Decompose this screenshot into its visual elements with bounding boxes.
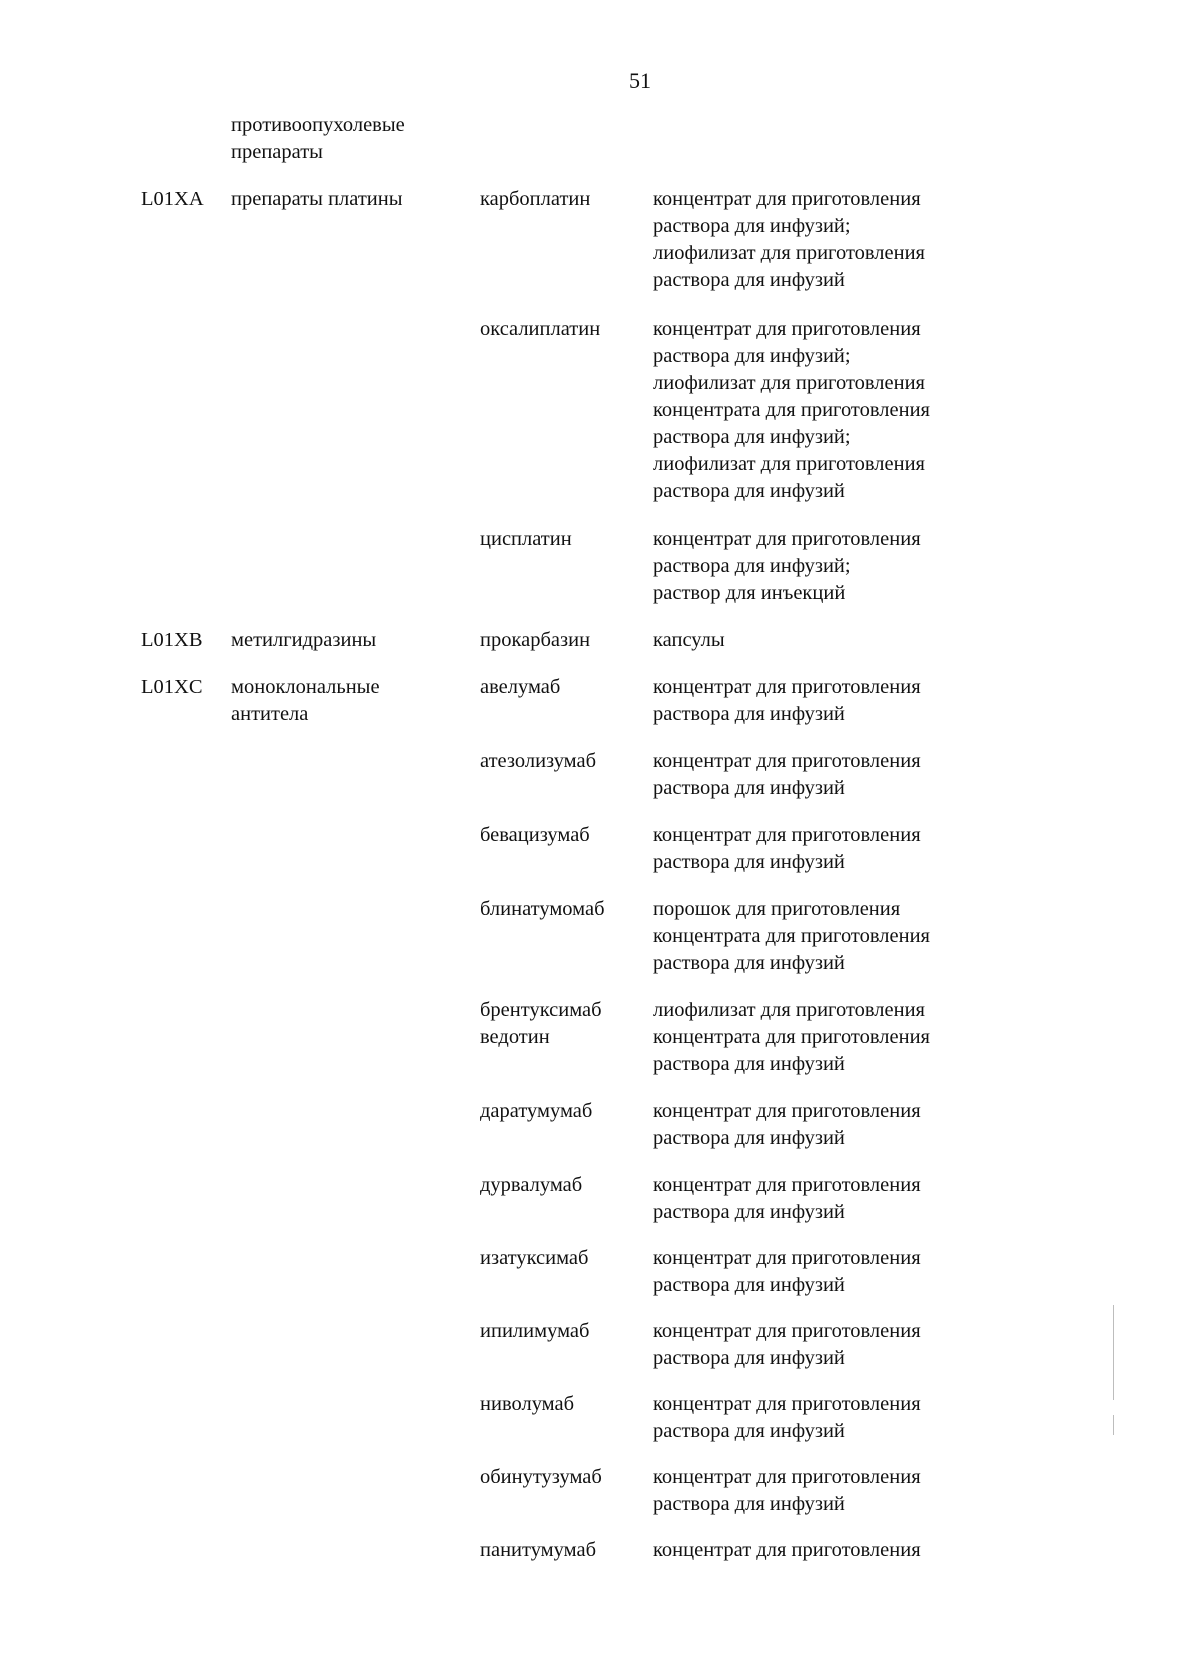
dosage-form: концентрат для приготовления раствора для инфузий [653,1320,921,1369]
dosage-form: концентрат для приготовления [653,1539,921,1561]
dosage-form: лиофилизат для приготовления концентрата для приготовления раствора для инфузий [653,999,930,1075]
dosage-form: концентрат для приготовления раствора для инфузий [653,824,921,873]
drug-name: бевацизумаб [480,824,590,846]
dosage-form: порошок для приготовления концентрата для приготовления раствора для инфузий [653,898,930,974]
dosage-form: концентрат для приготовления раствора для инфузий [653,1247,921,1296]
drug-name: обинутузумаб [480,1466,602,1488]
drug-name: брентуксимаб ведотин [480,999,602,1048]
drug-name: оксалиплатин [480,318,601,340]
dosage-form: концентрат для приготовления раствора для инфузий [653,1466,921,1515]
drug-name: карбоплатин [480,188,591,210]
dosage-form: концентрат для приготовления раствора для инфузий [653,750,921,799]
page-number: 51 [629,68,651,93]
drug-name: панитумумаб [480,1539,596,1561]
scan-artifact [1113,1305,1114,1400]
drug-name: ипилимумаб [480,1320,590,1342]
dosage-form: концентрат для приготовления раствора для инфузий; лиофилизат для приготовления раствора для инфузий [653,188,925,291]
dosage-form: концентрат для приготовления раствора для инфузий [653,676,921,725]
scan-artifact [1113,1415,1114,1435]
drug-name: атезолизумаб [480,750,597,772]
header-group-label: противоопухолевые препараты [231,114,405,163]
dosage-form: концентрат для приготовления раствора для инфузий [653,1174,921,1223]
atc-code: L01XC [141,676,203,698]
dosage-form: концентрат для приготовления раствора для инфузий; раствор для инъекций [653,528,921,604]
pharmacological-group: метилгидразины [231,629,377,651]
drug-name: ниволумаб [480,1393,575,1415]
drug-name: цисплатин [480,528,572,550]
dosage-form: капсулы [653,629,725,651]
dosage-form: концентрат для приготовления раствора для инфузий; лиофилизат для приготовления концентрата для приготовления раствора для инфузий; лиофилизат для приготовления раствора для инфузий [653,318,930,502]
drug-name: блинатумомаб [480,898,605,920]
drug-name: изатуксимаб [480,1247,589,1269]
drug-name: дурвалумаб [480,1174,583,1196]
dosage-form: концентрат для приготовления раствора для инфузий [653,1393,921,1442]
drug-name: прокарбазин [480,629,591,651]
dosage-form: концентрат для приготовления раствора для инфузий [653,1100,921,1149]
pharmacological-group: моноклональные антитела [231,676,380,725]
drug-name: даратумумаб [480,1100,593,1122]
atc-code: L01XA [141,188,204,210]
drug-name: авелумаб [480,676,561,698]
atc-code: L01XB [141,629,203,651]
pharmacological-group: препараты платины [231,188,403,210]
